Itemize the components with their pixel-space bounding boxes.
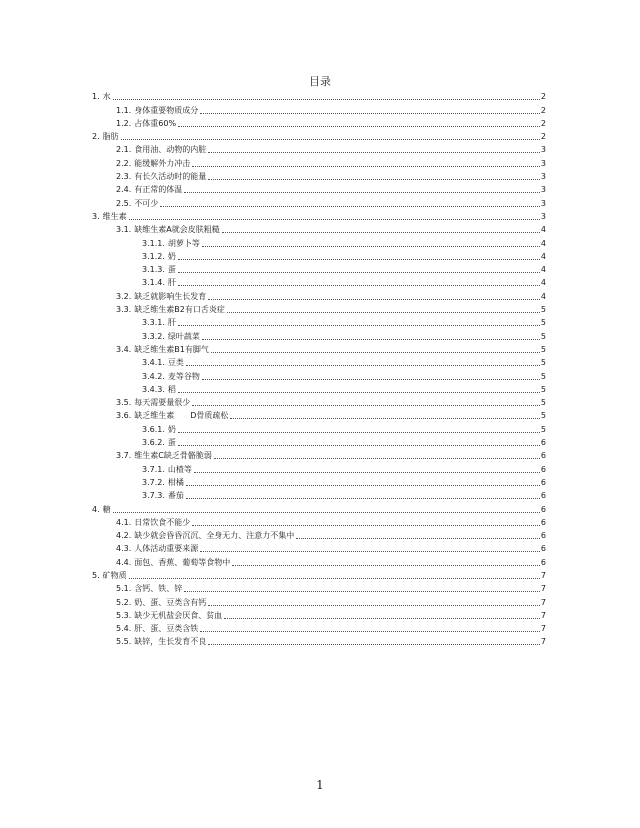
dot-leader bbox=[194, 472, 540, 473]
toc-entry-number: 5.4. bbox=[116, 624, 132, 634]
toc-entry-title: 缺锌，生长发育不良 bbox=[134, 637, 207, 647]
dot-leader bbox=[200, 113, 540, 114]
dot-leader bbox=[178, 432, 540, 433]
dot-leader bbox=[129, 578, 540, 579]
toc-entry[interactable] bbox=[92, 568, 546, 581]
toc-entry-number: 3.4.3. bbox=[142, 384, 165, 394]
dot-leader bbox=[230, 418, 539, 419]
toc-entry[interactable] bbox=[92, 222, 546, 235]
toc-entry-title: 维生素 bbox=[102, 211, 127, 221]
toc-entry-page: 5 bbox=[540, 398, 546, 408]
toc-entry[interactable] bbox=[92, 408, 546, 421]
toc-entry-page: 3 bbox=[540, 211, 546, 221]
toc-entry-title: 有长久活动时的能量 bbox=[134, 172, 207, 182]
toc-entry-page: 3 bbox=[540, 158, 546, 168]
toc-entry[interactable] bbox=[92, 302, 546, 315]
toc-entry-title: 肝 bbox=[167, 278, 176, 288]
dot-leader bbox=[184, 591, 540, 592]
toc-entry-title: 脂肪 bbox=[102, 132, 119, 142]
dot-leader bbox=[202, 246, 540, 247]
toc-entry[interactable] bbox=[92, 116, 546, 129]
toc-entry-page: 2 bbox=[540, 132, 546, 142]
toc-entry-page: 3 bbox=[540, 145, 546, 155]
toc-entry-title: 日常饮食不能少 bbox=[134, 517, 191, 527]
toc-entry-page: 5 bbox=[540, 318, 546, 328]
toc-entry-number: 3.1.1. bbox=[142, 238, 165, 248]
toc-entry-title: 蛋 bbox=[167, 438, 176, 448]
toc-entry-title: 绿叶蔬菜 bbox=[167, 331, 200, 341]
toc-entry[interactable] bbox=[92, 461, 546, 474]
toc-entry-page: 6 bbox=[540, 438, 546, 448]
toc-entry[interactable] bbox=[92, 435, 546, 448]
toc-entry-title: 缺乏维生素B1有脚气 bbox=[134, 344, 209, 354]
toc-entry-number: 4.2. bbox=[116, 531, 132, 541]
toc-entry-title: 肝 bbox=[167, 318, 176, 328]
toc-entry-title: 维生素C缺乏骨骼脆弱 bbox=[134, 451, 212, 461]
toc-entry[interactable] bbox=[92, 89, 546, 102]
toc-entry-page: 5 bbox=[540, 411, 546, 421]
toc-entry-page: 6 bbox=[540, 544, 546, 554]
toc-entry-number: 3.3.2. bbox=[142, 331, 165, 341]
dot-leader bbox=[186, 365, 540, 366]
toc-entry-page: 6 bbox=[540, 557, 546, 567]
toc-entry[interactable] bbox=[92, 155, 546, 168]
toc-entry-number: 3.3.1. bbox=[142, 318, 165, 328]
dot-leader bbox=[186, 498, 540, 499]
toc-entry-page: 6 bbox=[540, 491, 546, 501]
toc-entry-number: 3.4.1. bbox=[142, 358, 165, 368]
toc-entry-title: 番茄 bbox=[167, 491, 184, 501]
toc-entry[interactable] bbox=[92, 195, 546, 208]
toc-entry-number: 1. bbox=[92, 92, 100, 102]
toc-entry-number: 3. bbox=[92, 211, 100, 221]
toc-entry-page: 6 bbox=[540, 517, 546, 527]
toc-entry[interactable] bbox=[92, 235, 546, 248]
toc-entry-page: 3 bbox=[540, 198, 546, 208]
dot-leader bbox=[113, 512, 540, 513]
dot-leader bbox=[178, 285, 540, 286]
toc-entry-page: 5 bbox=[540, 344, 546, 354]
toc-entry[interactable] bbox=[92, 382, 546, 395]
dot-leader bbox=[184, 192, 540, 193]
toc-entry-number: 3.5. bbox=[116, 398, 132, 408]
dot-leader bbox=[186, 485, 540, 486]
toc-entry-page: 4 bbox=[540, 251, 546, 261]
toc-entry-page: 2 bbox=[540, 118, 546, 128]
toc-entry[interactable] bbox=[92, 501, 546, 514]
toc-entry[interactable] bbox=[92, 608, 546, 621]
toc-entry-title: 缺少无机盐会厌食、贫血 bbox=[134, 610, 223, 620]
toc-entry-page: 4 bbox=[540, 265, 546, 275]
toc-entry-page: 7 bbox=[540, 584, 546, 594]
toc-entry[interactable] bbox=[92, 315, 546, 328]
toc-entry-page: 4 bbox=[540, 238, 546, 248]
toc-entry[interactable] bbox=[92, 395, 546, 408]
dot-leader bbox=[227, 312, 540, 313]
toc-entry-page: 6 bbox=[540, 464, 546, 474]
toc-entry-title: 肝、蛋、豆类含铁 bbox=[134, 624, 199, 634]
toc-entry-number: 2.3. bbox=[116, 172, 132, 182]
toc-entry-title: 有正常的体温 bbox=[134, 185, 183, 195]
dot-leader bbox=[178, 325, 540, 326]
dot-leader bbox=[202, 379, 540, 380]
toc-entry-page: 6 bbox=[540, 504, 546, 514]
toc-entry[interactable] bbox=[92, 209, 546, 222]
toc-entry-number: 4. bbox=[92, 504, 100, 514]
toc-entry[interactable] bbox=[92, 368, 546, 381]
toc-entry-number: 4.3. bbox=[116, 544, 132, 554]
dot-leader bbox=[232, 565, 540, 566]
toc-entry-number: 5.3. bbox=[116, 610, 132, 620]
toc-entry-page: 2 bbox=[540, 92, 546, 102]
dot-leader bbox=[208, 644, 540, 645]
toc-entry-page: 5 bbox=[540, 371, 546, 381]
dot-leader bbox=[208, 605, 540, 606]
toc-entry[interactable] bbox=[92, 249, 546, 262]
toc-entry-title: 矿物质 bbox=[102, 570, 127, 580]
dot-leader bbox=[202, 339, 540, 340]
toc-entry-number: 1.1. bbox=[116, 105, 132, 115]
toc-entry-number: 2.2. bbox=[116, 158, 132, 168]
toc-entry-number: 3.4.2. bbox=[142, 371, 165, 381]
toc-entry[interactable] bbox=[92, 515, 546, 528]
toc-entry-title: 山楂等 bbox=[167, 464, 192, 474]
toc-entry-number: 3.1. bbox=[116, 225, 132, 235]
dot-leader bbox=[208, 179, 540, 180]
toc-entry-number: 3.1.3. bbox=[142, 265, 165, 275]
dot-leader bbox=[121, 139, 540, 140]
toc-entry[interactable] bbox=[92, 421, 546, 434]
toc-entry-number: 5.2. bbox=[116, 597, 132, 607]
toc-entry[interactable] bbox=[92, 102, 546, 115]
toc-entry-page: 4 bbox=[540, 225, 546, 235]
toc-entry-title: 能缓解外力冲击 bbox=[134, 158, 191, 168]
toc-entry-number: 4.1. bbox=[116, 517, 132, 527]
toc-entry-page: 6 bbox=[540, 451, 546, 461]
toc-entry-title: 人体活动重要来源 bbox=[134, 544, 199, 554]
toc-entry-title: 每天需要量很少 bbox=[134, 398, 191, 408]
toc-entry-number: 3.7.1. bbox=[142, 464, 165, 474]
toc-entry[interactable] bbox=[92, 169, 546, 182]
toc-entry-title: 胡萝卜等 bbox=[167, 238, 200, 248]
toc-entry-page: 3 bbox=[540, 185, 546, 195]
toc-entry-title: 麦等谷物 bbox=[167, 371, 200, 381]
toc-entry[interactable] bbox=[92, 288, 546, 301]
toc-entry-number: 2.4. bbox=[116, 185, 132, 195]
page-number: 1 bbox=[316, 778, 324, 792]
toc-entry[interactable] bbox=[92, 488, 546, 501]
toc-entry-page: 5 bbox=[540, 424, 546, 434]
toc-entry-page: 6 bbox=[540, 477, 546, 487]
toc-entry-title: 蛋 bbox=[167, 265, 176, 275]
toc-entry-title: 身体重要物质成分 bbox=[134, 105, 199, 115]
dot-leader bbox=[113, 99, 540, 100]
toc-entry-number: 3.4. bbox=[116, 344, 132, 354]
toc-entry-title: 食用油、动物的内脏 bbox=[134, 145, 207, 155]
toc-entry-page: 4 bbox=[540, 291, 546, 301]
toc-entry-number: 4.4. bbox=[116, 557, 132, 567]
toc-entry-number: 3.2. bbox=[116, 291, 132, 301]
toc-entry-page: 5 bbox=[540, 305, 546, 315]
toc-entry-page: 7 bbox=[540, 637, 546, 647]
toc-entry[interactable] bbox=[92, 182, 546, 195]
toc-entry-title: 缺乏维生素 D骨质疏松 bbox=[134, 411, 229, 421]
toc-entry-number: 5.1. bbox=[116, 584, 132, 594]
dot-leader bbox=[178, 259, 540, 260]
toc-entry[interactable] bbox=[92, 621, 546, 634]
toc-entry[interactable] bbox=[92, 142, 546, 155]
toc-entry-title: 水 bbox=[102, 92, 111, 102]
toc-entry-number: 2.5. bbox=[116, 198, 132, 208]
toc-entry-title: 不可少 bbox=[134, 198, 159, 208]
toc-entry-page: 5 bbox=[540, 384, 546, 394]
toc-entry-title: 含钙、铁、锌 bbox=[134, 584, 183, 594]
toc-entry-number: 2. bbox=[92, 132, 100, 142]
toc-entry-title: 奶 bbox=[167, 251, 176, 261]
toc-entry-page: 7 bbox=[540, 597, 546, 607]
toc-entry[interactable] bbox=[92, 594, 546, 607]
toc-entry[interactable] bbox=[92, 541, 546, 554]
toc-entry-title: 稻 bbox=[167, 384, 176, 394]
dot-leader bbox=[178, 392, 540, 393]
dot-leader bbox=[214, 458, 540, 459]
dot-leader bbox=[178, 126, 540, 127]
toc-entry-title: 缺乏就影响生长发育 bbox=[134, 291, 207, 301]
dot-leader bbox=[129, 219, 540, 220]
toc-entry[interactable] bbox=[92, 355, 546, 368]
toc-entry-page: 2 bbox=[540, 105, 546, 115]
toc-entry[interactable] bbox=[92, 342, 546, 355]
toc-entry[interactable] bbox=[92, 448, 546, 461]
dot-leader bbox=[208, 299, 540, 300]
toc-entry-number: 3.7.3. bbox=[142, 491, 165, 501]
dot-leader bbox=[296, 538, 540, 539]
toc-entry-page: 3 bbox=[540, 172, 546, 182]
toc-entry-page: 7 bbox=[540, 570, 546, 580]
toc-entry-title: 缺维生素A就会皮肤粗糙 bbox=[134, 225, 220, 235]
toc-entry-number: 3.6.2. bbox=[142, 438, 165, 448]
toc-entry-page: 6 bbox=[540, 531, 546, 541]
dot-leader bbox=[192, 525, 540, 526]
toc-entry[interactable] bbox=[92, 528, 546, 541]
toc-entry-page: 5 bbox=[540, 331, 546, 341]
toc-entry-title: 占体重60% bbox=[134, 118, 177, 128]
toc-entry-page: 5 bbox=[540, 358, 546, 368]
toc-entry-number: 3.3. bbox=[116, 305, 132, 315]
dot-leader bbox=[200, 551, 540, 552]
toc-entry-number: 3.7.2. bbox=[142, 477, 165, 487]
toc-entry-number: 5. bbox=[92, 570, 100, 580]
toc-entry-title: 面包、香蕉、葡萄等食物中 bbox=[134, 557, 231, 567]
toc-entry-number: 3.6.1. bbox=[142, 424, 165, 434]
toc-entry[interactable] bbox=[92, 129, 546, 142]
dot-leader bbox=[224, 618, 540, 619]
toc-entry-number: 1.2. bbox=[116, 118, 132, 128]
toc-entry-title: 柑橘 bbox=[167, 477, 184, 487]
toc-entry[interactable] bbox=[92, 275, 546, 288]
toc-entry-page: 4 bbox=[540, 278, 546, 288]
dot-leader bbox=[160, 206, 540, 207]
dot-leader bbox=[178, 272, 540, 273]
toc-entry-page: 7 bbox=[540, 624, 546, 634]
dot-leader bbox=[222, 232, 540, 233]
toc-entry-number: 3.1.2. bbox=[142, 251, 165, 261]
toc-entry[interactable] bbox=[92, 262, 546, 275]
page-title: 目录 bbox=[309, 75, 331, 88]
toc-entry-title: 糖 bbox=[102, 504, 111, 514]
toc-entry-title: 缺少就会昏昏沉沉、全身无力、注意力不集中 bbox=[134, 531, 295, 541]
toc-entry-number: 3.7. bbox=[116, 451, 132, 461]
toc-entry[interactable] bbox=[92, 554, 546, 567]
table-of-contents bbox=[92, 89, 546, 647]
dot-leader bbox=[178, 445, 540, 446]
toc-entry-page: 7 bbox=[540, 610, 546, 620]
toc-entry-title: 奶 bbox=[167, 424, 176, 434]
dot-leader bbox=[200, 631, 540, 632]
toc-entry[interactable] bbox=[92, 328, 546, 341]
toc-entry[interactable] bbox=[92, 475, 546, 488]
dot-leader bbox=[208, 152, 540, 153]
toc-entry-number: 5.5. bbox=[116, 637, 132, 647]
toc-entry[interactable] bbox=[92, 634, 546, 647]
toc-entry-number: 3.6. bbox=[116, 411, 132, 421]
toc-entry-number: 2.1. bbox=[116, 145, 132, 155]
toc-entry-title: 豆类 bbox=[167, 358, 184, 368]
dot-leader bbox=[192, 405, 540, 406]
toc-entry-number: 3.1.4. bbox=[142, 278, 165, 288]
toc-entry[interactable] bbox=[92, 581, 546, 594]
dot-leader bbox=[211, 352, 540, 353]
toc-entry-title: 缺乏维生素B2有口舌炎症 bbox=[134, 305, 225, 315]
dot-leader bbox=[192, 166, 540, 167]
toc-entry-title: 奶、蛋、豆类含有钙 bbox=[134, 597, 207, 607]
